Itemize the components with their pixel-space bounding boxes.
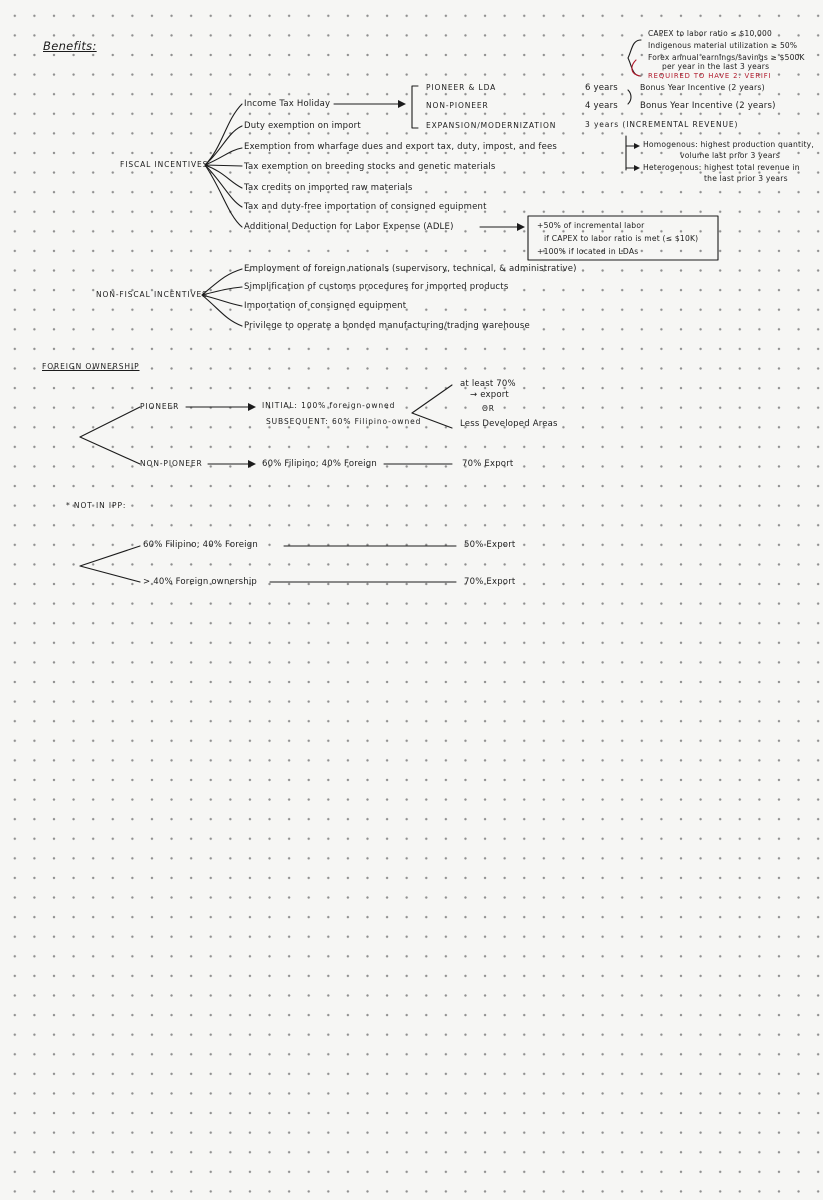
non-fiscal-item-consigned: Importation of consigned equipment: [244, 301, 407, 311]
criteria-capex: CAPEX to labor ratio ≤ $10,000: [648, 29, 772, 38]
homogenous-line1: Homogenous: highest production quantity,: [643, 140, 814, 149]
fiscal-item-income-tax-holiday: Income Tax Holiday: [244, 99, 331, 109]
criteria-forex-period: per year in the last 3 years: [662, 62, 770, 71]
pioneer-condition-b: → export: [470, 390, 509, 400]
not-in-ipp-row2-ownership: > 40% Foreign ownership: [143, 577, 258, 587]
not-in-ipp-heading: * NOT IN IPP:: [66, 501, 127, 510]
non-fiscal-brace: [202, 269, 242, 326]
criteria-indigenous: Indigenous material utilization ≥ 50%: [648, 41, 798, 50]
fiscal-item-tax-credits: Tax credits on imported raw materials: [244, 183, 413, 193]
homogenous-line2: volume last prior 3 years: [680, 151, 781, 160]
not-in-ipp-row2-export: 70% Export: [464, 577, 516, 587]
fiscal-brace: [205, 104, 242, 227]
fiscal-item-duty-exemption: Duty exemption on import: [244, 121, 361, 131]
adle-box-line2: if CAPEX to labor ratio is met (≤ $10K): [544, 234, 699, 243]
fiscal-incentives-label: FISCAL INCENTIVES: [120, 160, 209, 169]
fiscal-item-consigned-equipment: Tax and duty-free importation of consigned equipment: [244, 202, 487, 212]
non-fiscal-label: NON-FISCAL INCENTIVES: [96, 290, 208, 299]
heterogenous-line2: the last prior 3 years: [704, 174, 788, 183]
non-fiscal-item-customs: Simplification of customs procedures for imported products: [244, 282, 509, 292]
adle-box-line3: +100% if located in LDAs: [537, 247, 639, 256]
ith-years-expansion: 3 years (INCREMENTAL REVENUE): [585, 120, 739, 129]
ith-years-non-pioneer: 4 years: [585, 101, 618, 111]
ith-category-pioneer: PIONEER & LDA: [426, 83, 497, 92]
bonus-year-non-pioneer: Bonus Year Incentive (2 years): [640, 101, 776, 111]
pioneer-condition-c: Less Developed Areas: [460, 419, 558, 429]
non-fiscal-item-foreign-nationals: Employment of foreign nationals (supervisory, technical, & administrative): [244, 264, 577, 274]
pioneer-initial: INITIAL: 100% foreign-owned: [262, 401, 396, 410]
required-note: REQUIRED TO HAVE 2. VERIFI: [648, 72, 772, 80]
pioneer-subsequent: SUBSEQUENT: 60% Filipino-owned: [266, 417, 422, 426]
non-pioneer-label: NON-PIONEER: [140, 459, 203, 468]
non-pioneer-split: 60% Filipino; 40% Foreign: [262, 459, 377, 469]
pioneer-condition-or: OR: [482, 404, 495, 413]
non-pioneer-export: 70% Export: [462, 459, 514, 469]
heterogenous-line1: Heterogenous: highest total revenue in: [643, 163, 800, 172]
ith-years-pioneer: 6 years: [585, 83, 618, 93]
non-fiscal-item-bonded-warehouse: Privilege to operate a bonded manufacturing/trading warehouse: [244, 321, 530, 331]
benefits-heading: Benefits:: [43, 39, 97, 53]
ith-category-non-pioneer: NON-PIONEER: [426, 101, 489, 110]
ith-category-expansion: EXPANSION/MODERNIZATION: [426, 121, 557, 130]
fiscal-item-adle: Additional Deduction for Labor Expense (ADLE): [244, 222, 454, 232]
pioneer-condition-a: at least 70%: [460, 379, 516, 389]
fiscal-item-wharfage: Exemption from wharfage dues and export tax, duty, impost, and fees: [244, 142, 558, 152]
pioneer-label: PIONEER: [140, 402, 180, 411]
fiscal-item-breeding-stocks: Tax exemption on breeding stocks and genetic materials: [244, 162, 496, 172]
adle-box-line1: +50% of incremental labor: [537, 221, 645, 230]
not-in-ipp-row1-export: 50% Export: [464, 540, 516, 550]
bonus-year-pioneer: Bonus Year Incentive (2 years): [640, 83, 765, 92]
criteria-forex: Forex annual earnings/savings ≥ $500K: [648, 53, 805, 62]
not-in-ipp-row1-ownership: 60% Filipino; 40% Foreign: [143, 540, 258, 550]
foreign-ownership-heading: FOREIGN OWNERSHIP: [42, 362, 140, 371]
